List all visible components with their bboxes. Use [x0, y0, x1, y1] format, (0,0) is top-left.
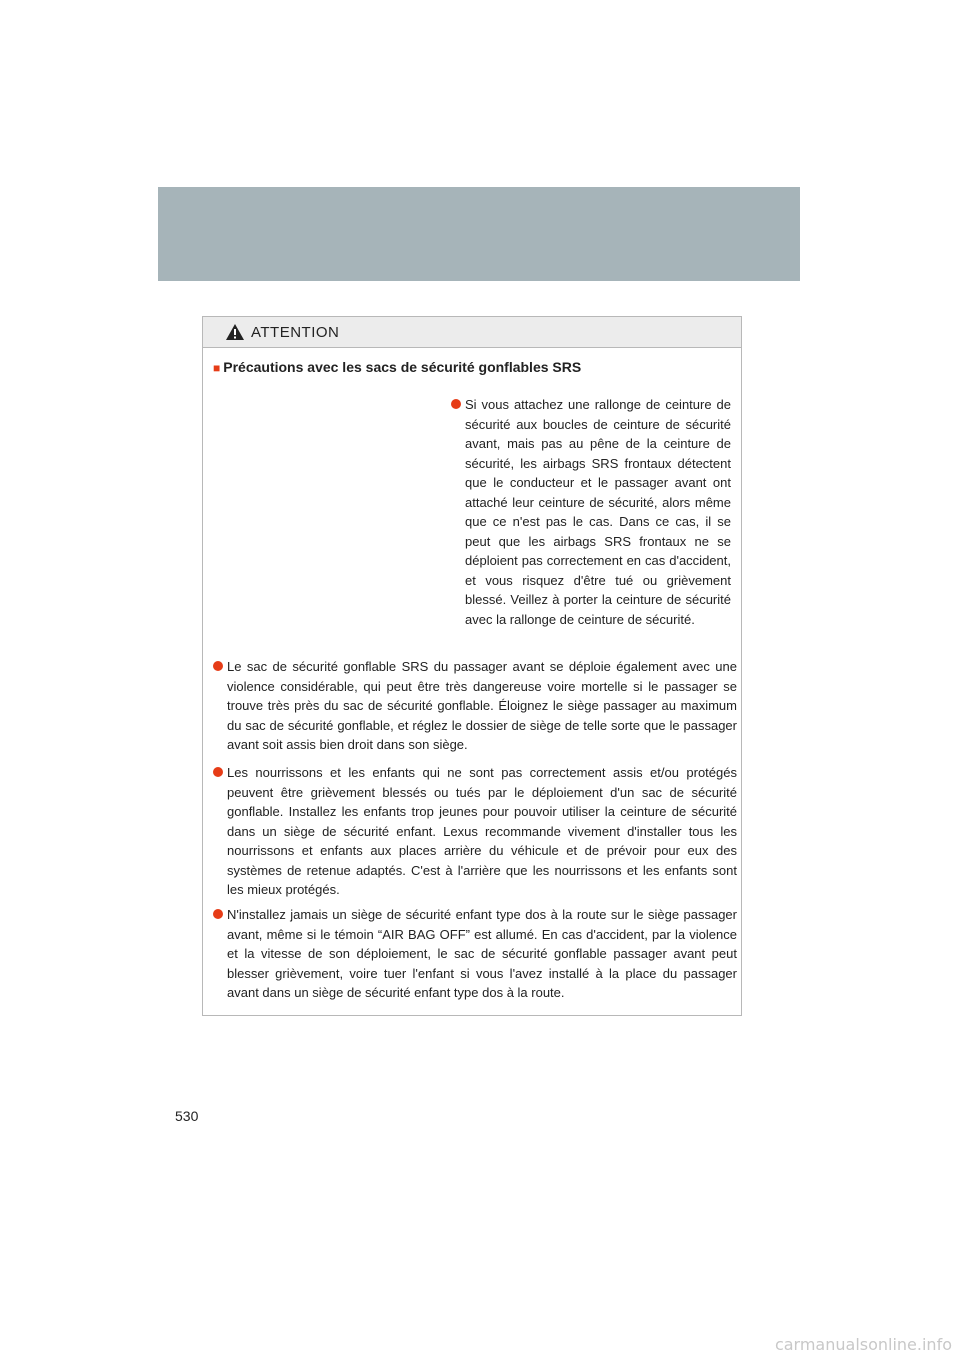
page-number: 530: [175, 1108, 199, 1124]
square-bullet-icon: ■: [213, 361, 221, 375]
attention-box: [202, 316, 742, 1016]
bullet-text: N'installez jamais un siège de sécurité enfant type dos à la route sur le siège passager avant, même si le témoin “AIR BAG OFF” est allumé. En cas d'accident, par la violence et la vitesse de son déploiement, le sac de sécurité gonflable passager avant peut blesser grièvement, voire tuer l'enfant si vous l'avez installé à la place du passager avant dans un siège de sécurité enfant type dos à la route.: [227, 907, 737, 1000]
bullet-dot-icon: [213, 767, 223, 777]
bullet-dot-icon: [213, 909, 223, 919]
warning-triangle-icon: [225, 323, 245, 341]
section-heading-text: Précautions avec les sacs de sécurité gonflables SRS: [223, 359, 582, 375]
watermark: carmanualsonline.info: [774, 1335, 952, 1354]
bullet-item: [465, 395, 731, 629]
bullet-item: [227, 905, 737, 1003]
bullet-item: [227, 657, 737, 755]
bullet-item: [227, 763, 737, 900]
bullet-text: Les nourrissons et les enfants qui ne sont pas correctement assis et/ou protégés peuvent être grièvement blessés ou tués par le déploiement d'un sac de sécurité gonflable. Installez les enfants trop jeunes pour pouvoir utiliser la ceinture de sécurité dans un siège de sécurité enfant. Lexus recommande vivement d'installer tous les nourrissons et enfants aux places arrière du véhicule et de prévoir pour eux des systèmes de retenue adaptés. C'est à l'arrière que les nourrissons et les enfants sont les mieux protégés.: [227, 765, 737, 897]
section-heading: [213, 359, 581, 375]
bullet-text: Le sac de sécurité gonflable SRS du passager avant se déploie également avec une violence considérable, qui peut être très dangereuse voire mortelle si le passager se trouve très près du sac de sécurité gonflable. Éloignez le siège passager au maximum du sac de sécurité gonflable, et réglez le dossier de siège de telle sorte que le passager avant soit assis bien droit dans son siège.: [227, 659, 737, 752]
attention-header: [203, 317, 741, 348]
header-band: [158, 187, 800, 281]
attention-title: ATTENTION: [251, 323, 340, 341]
bullet-text: Si vous attachez une rallonge de ceinture de sécurité aux boucles de ceinture de sécurité avant, mais pas au pêne de la ceinture de sécurité, les airbags SRS frontaux détectent que le conducteur et le passager avant ont attaché leur ceinture de sécurité, alors même que ce n'est pas le cas. Dans ce cas, il se peut que les airbags SRS frontaux ne se déploient pas correctement en cas d'accident, et vous risquez d'être tué ou grièvement blessé. Veillez à porter la ceinture de sécurité avec la rallonge de ceinture de sécurité.: [465, 397, 731, 627]
bullet-dot-icon: [213, 661, 223, 671]
bullet-dot-icon: [451, 399, 461, 409]
